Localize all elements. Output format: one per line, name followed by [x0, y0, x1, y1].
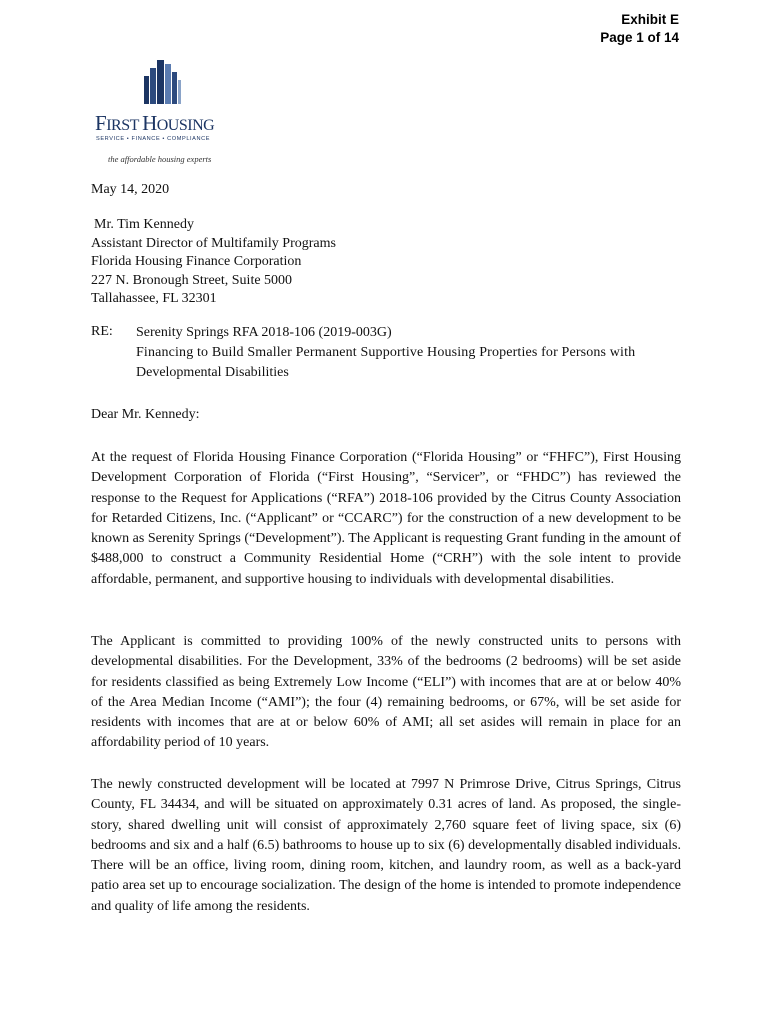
body-paragraph-1: At the request of Florida Housing Finance Corporation (“Florida Housing” or “FHFC”), First Housing Development Corporation of Florida (“First Housing”, “Servicer”, or “FHDC”) has reviewed the response to the Request for Applications (“RFA”) 2018-106 provided by the Citrus County Association for Retarded Citizens, Inc. (“Applicant” or “CCARC”) for the construction of a new development to be known as Serenity Springs (“Development”). The Applicant is requesting Grant funding in the amount of $488,000 to construct a Community Residential Home (“CRH”) with the sole intent to provide affordable, permanent, and supportive housing to individuals with developmental disabilities.	[91, 450, 681, 587]
exhibit-header	[600, 11, 679, 47]
exhibit-label: Exhibit E	[621, 12, 679, 27]
building-logo-icon	[142, 58, 182, 104]
address-line: Assistant Director of Multifamily Programs	[91, 235, 336, 251]
re-label: RE:	[91, 324, 113, 339]
logo-company-name: FIRST HOUSING	[95, 111, 215, 135]
letter-date: May 14, 2020	[91, 182, 170, 197]
address-line: 227 N. Bronough Street, Suite 5000	[91, 272, 293, 288]
page-number: Page 1 of 14	[600, 30, 679, 45]
re-subject	[136, 323, 681, 383]
first-housing-logo	[92, 58, 232, 170]
address-line: Florida Housing Finance Corporation	[91, 254, 302, 269]
re-line: Serenity Springs RFA 2018-106 (2019-003G)	[136, 325, 392, 340]
logo-subtitle: the affordable housing experts	[108, 154, 212, 164]
re-line: Financing to Build Smaller Permanent Supportive Housing Properties for Persons with	[136, 345, 636, 360]
logo-tagline: SERVICE • FINANCE • COMPLIANCE	[96, 136, 211, 142]
address-line: Mr. Tim Kennedy	[94, 217, 194, 232]
recipient-address	[91, 216, 681, 309]
re-line: Developmental Disabilities	[136, 365, 289, 380]
body-paragraph-2: The Applicant is committed to providing 100% of the newly constructed units to persons with developmental disabilities. For the Development, 33% of the bedrooms (2 bedrooms) will be set aside for residents classified as being Extremely Low Income (“ELI”) with incomes that are at or below 40% of the Area Median Income (“AMI”); the four (4) remaining bedrooms, or 67%, will be set aside for residents with incomes that are at or below 60% of AMI; all set asides will remain in place for an affordability period of 10 years.	[91, 634, 681, 751]
body-paragraph-3: The newly constructed development will be located at 7997 N Primrose Drive, Citrus Springs, Citrus County, FL 34434, and will be situated on approximately 0.31 acres of land. As proposed, the single-story, shared dwelling unit will consist of approximately 2,760 square feet of living space, six (6) bedrooms and six and a half (6.5) bathrooms to house up to six (6) developmentally disabled individuals. There will be an office, living room, dining room, kitchen, and laundry room, as well as a back-yard patio area set up to encourage socialization. The design of the home is intended to promote independence and quality of life among the residents.	[91, 777, 681, 914]
address-line: Tallahassee, FL 32301	[91, 291, 217, 306]
salutation: Dear Mr. Kennedy:	[91, 407, 200, 422]
